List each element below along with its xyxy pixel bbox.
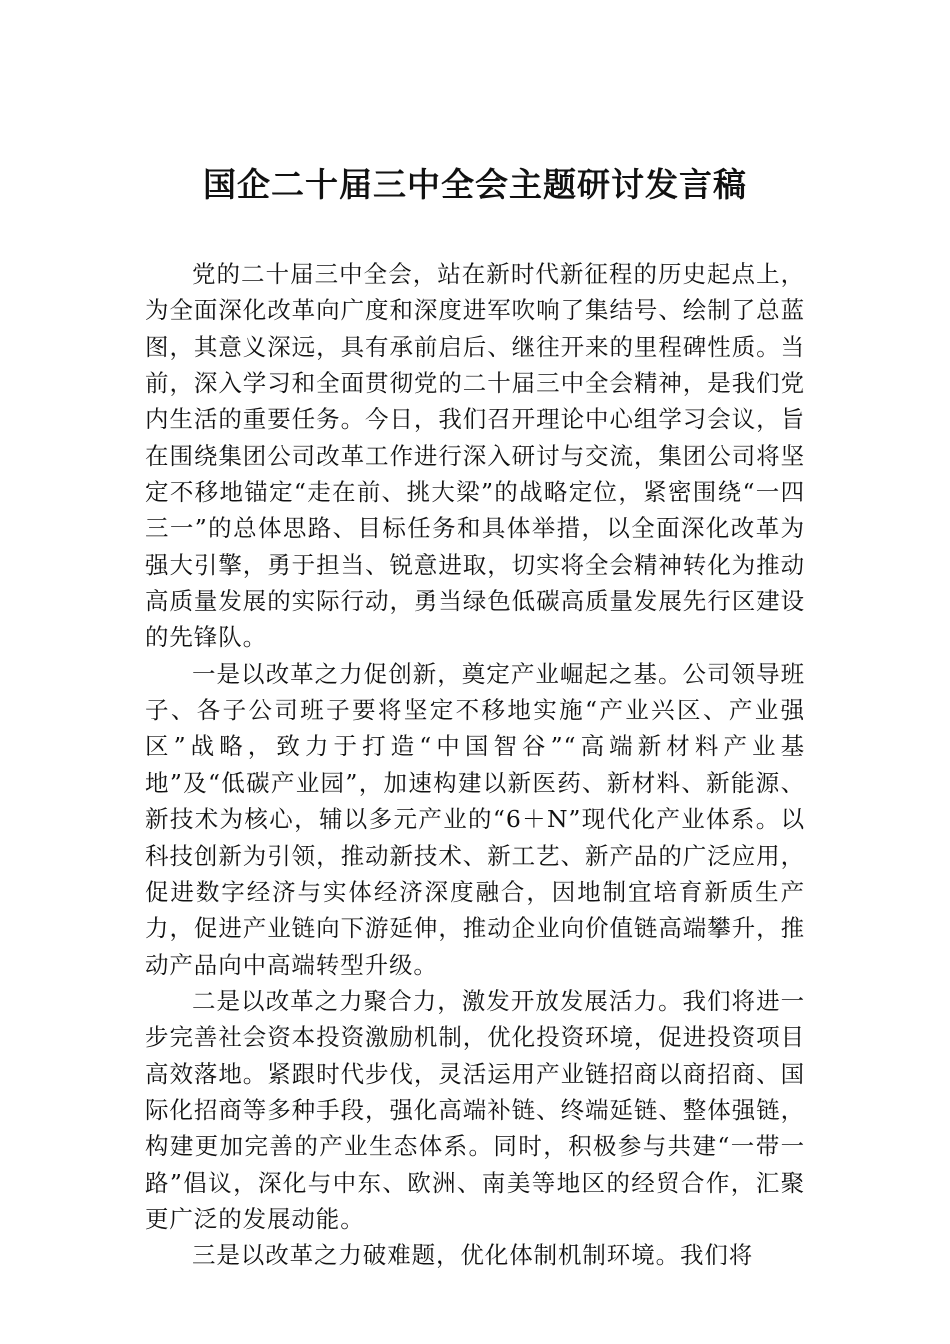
paragraph-point-one: 一是以改革之力促创新，奠定产业崛起之基。公司领导班子、各子公司班子要将坚定不移地实施“产业兴区、产业强区”战略，致力于打造“中国智谷”“高端新材料产业基地”及“低碳产业园”，加速构建以新医药、新材料、新能源、新技术为核心，辅以多元产业的“6＋N”现代化产业体系。以科技创新为引领，推动新技术、新工艺、新产品的广泛应用，促进数字经济与实体经济深度融合，因地制宜培育新质生产力，促进产业链向下游延伸，推动企业向价值链高端攀升，推动产品向中高端转型升级。 <box>145 659 805 979</box>
paragraph-point-three: 三是以改革之力破难题，优化体制机制环境。我们将 <box>192 1241 754 1270</box>
paragraph-point-two: 二是以改革之力聚合力，激发开放发展活力。我们将进一步完善社会资本投资激励机制，优化投资环境，促进投资项目高效落地。紧跟时代步伐，灵活运用产业链招商以商招商、国际化招商等多种手段，强化高端补链、终端延链、整体强链，构建更加完善的产业生态体系。同时，积极参与共建“一带一路”倡议，深化与中东、欧洲、南美等地区的经贸合作，汇聚更广泛的发展动能。 <box>145 986 805 1233</box>
document-body <box>145 256 805 1274</box>
paragraph-intro: 党的二十届三中全会，站在新时代新征程的历史起点上，为全面深化改革向广度和深度进军吹响了集结号、绘制了总蓝图，其意义深远，具有承前启后、继往开来的里程碑性质。当前，深入学习和全面贯彻党的二十届三中全会精神，是我们党内生活的重要任务。今日，我们召开理论中心组学习会议，旨在围绕集团公司改革工作进行深入研讨与交流，集团公司将坚定不移地锚定“走在前、挑大梁”的战略定位，紧密围绕“一四三一”的总体思路、目标任务和具体举措，以全面深化改革为强大引擎，勇于担当、锐意进取，切实将全会精神转化为推动高质量发展的实际行动，勇当绿色低碳高质量发展先行区建设的先锋队。 <box>145 260 805 652</box>
document-title: 国企二十届三中全会主题研讨发言稿 <box>203 165 747 204</box>
